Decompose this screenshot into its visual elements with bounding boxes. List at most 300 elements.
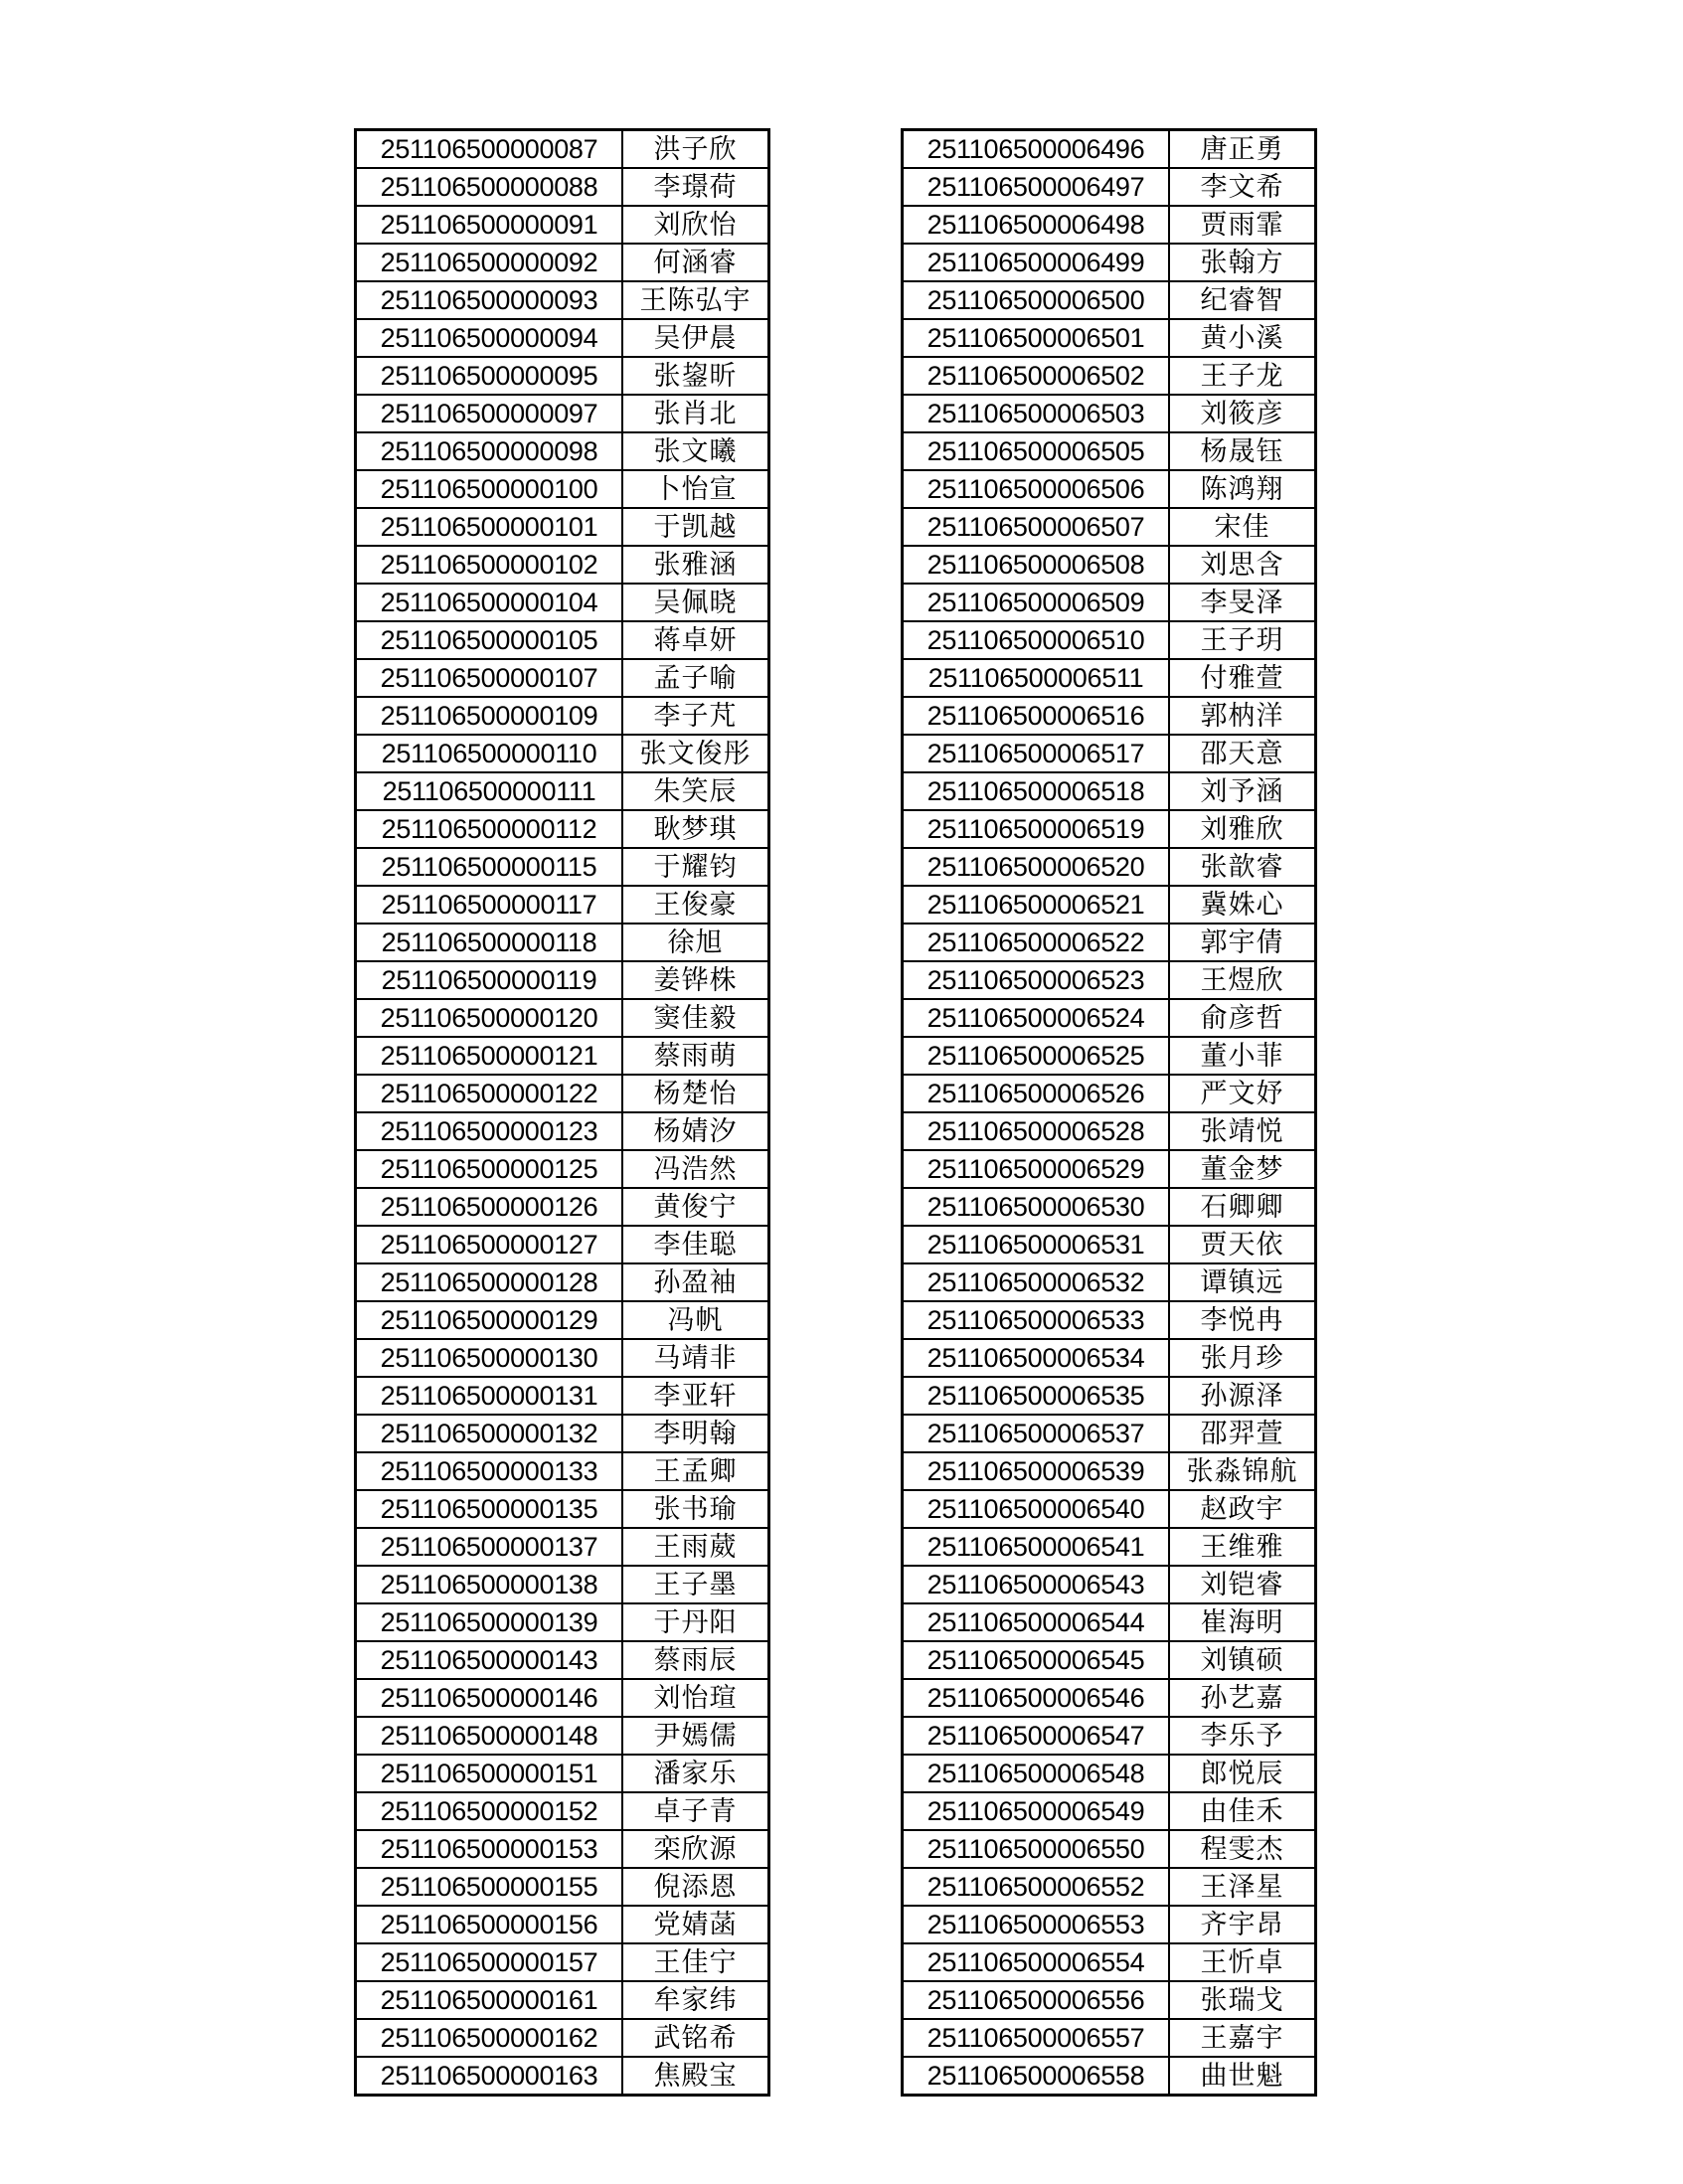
table-row (356, 1717, 769, 1755)
student-id-cell: 251106500006540 (903, 1490, 1170, 1528)
table-row (356, 546, 769, 584)
student-name-cell: 张鋆昕 (622, 357, 769, 395)
table-row (903, 772, 1316, 810)
student-name-cell: 杨楚怡 (622, 1075, 769, 1112)
student-id-cell: 251106500000098 (356, 432, 623, 470)
student-name-cell: 邵天意 (1169, 735, 1316, 772)
student-id-cell: 251106500006497 (903, 168, 1170, 206)
student-id-cell: 251106500006519 (903, 810, 1170, 848)
student-id-cell: 251106500000112 (356, 810, 623, 848)
table-row (356, 886, 769, 924)
table-row (356, 432, 769, 470)
table-row (903, 1981, 1316, 2019)
student-id-cell: 251106500000104 (356, 584, 623, 621)
student-name-cell: 付雅萱 (1169, 659, 1316, 697)
student-id-cell: 251106500000153 (356, 1830, 623, 1868)
student-name-cell: 张文俊彤 (622, 735, 769, 772)
table-row (903, 1452, 1316, 1490)
student-name-cell: 张淼锦航 (1169, 1452, 1316, 1490)
student-name-cell: 徐旭 (622, 924, 769, 961)
student-name-cell: 石卿卿 (1169, 1188, 1316, 1226)
student-name-cell: 由佳禾 (1169, 1792, 1316, 1830)
student-name-cell: 冀姝心 (1169, 886, 1316, 924)
table-row (903, 1906, 1316, 1943)
student-name-cell: 王孟卿 (622, 1452, 769, 1490)
table-row (903, 659, 1316, 697)
student-id-cell: 251106500006533 (903, 1301, 1170, 1339)
student-name-cell: 李明翰 (622, 1415, 769, 1452)
student-id-cell: 251106500000128 (356, 1263, 623, 1301)
student-id-cell: 251106500006506 (903, 470, 1170, 508)
student-name-cell: 刘思含 (1169, 546, 1316, 584)
table-row (356, 1755, 769, 1792)
student-id-cell: 251106500006518 (903, 772, 1170, 810)
student-name-cell: 孙盈袖 (622, 1263, 769, 1301)
table-row (356, 924, 769, 961)
student-name-cell: 刘欣怡 (622, 206, 769, 244)
student-id-cell: 251106500006554 (903, 1943, 1170, 1981)
table-row (356, 961, 769, 999)
student-id-cell: 251106500000161 (356, 1981, 623, 2019)
table-row (356, 1490, 769, 1528)
table-row (903, 1339, 1316, 1377)
student-name-cell: 王煜欣 (1169, 961, 1316, 999)
table-row (356, 2019, 769, 2057)
student-name-cell: 张书瑜 (622, 1490, 769, 1528)
student-id-cell: 251106500006509 (903, 584, 1170, 621)
student-name-cell: 蒋卓妍 (622, 621, 769, 659)
student-name-cell: 张翰方 (1169, 244, 1316, 281)
table-row (356, 1452, 769, 1490)
student-name-cell: 洪子欣 (622, 130, 769, 169)
table-row (903, 546, 1316, 584)
student-name-cell: 董金梦 (1169, 1150, 1316, 1188)
left-roster-body (356, 130, 769, 2096)
student-id-cell: 251106500000132 (356, 1415, 623, 1452)
student-name-cell: 张靖悦 (1169, 1112, 1316, 1150)
table-row (903, 130, 1316, 169)
student-id-cell: 251106500000151 (356, 1755, 623, 1792)
student-name-cell: 冯帆 (622, 1301, 769, 1339)
student-name-cell: 张肖北 (622, 395, 769, 432)
student-id-cell: 251106500006531 (903, 1226, 1170, 1263)
student-name-cell: 贾雨霏 (1169, 206, 1316, 244)
student-name-cell: 李悦冉 (1169, 1301, 1316, 1339)
student-name-cell: 宋佳 (1169, 508, 1316, 546)
table-row (356, 1603, 769, 1641)
student-id-cell: 251106500006524 (903, 999, 1170, 1037)
student-name-cell: 郎悦辰 (1169, 1755, 1316, 1792)
student-name-cell: 杨婧汐 (622, 1112, 769, 1150)
student-id-cell: 251106500006523 (903, 961, 1170, 999)
table-row (356, 584, 769, 621)
student-id-cell: 251106500000121 (356, 1037, 623, 1075)
student-name-cell: 潘家乐 (622, 1755, 769, 1792)
student-name-cell: 唐正勇 (1169, 130, 1316, 169)
table-row (356, 999, 769, 1037)
student-id-cell: 251106500006525 (903, 1037, 1170, 1075)
student-name-cell: 蔡雨萌 (622, 1037, 769, 1075)
student-name-cell: 黄小溪 (1169, 319, 1316, 357)
student-id-cell: 251106500000143 (356, 1641, 623, 1679)
student-name-cell: 谭镇远 (1169, 1263, 1316, 1301)
student-name-cell: 刘筱彦 (1169, 395, 1316, 432)
table-row (903, 2019, 1316, 2057)
student-id-cell: 251106500000131 (356, 1377, 623, 1415)
student-name-cell: 王嘉宇 (1169, 2019, 1316, 2057)
student-name-cell: 王子墨 (622, 1566, 769, 1603)
student-id-cell: 251106500000138 (356, 1566, 623, 1603)
student-id-cell: 251106500000115 (356, 848, 623, 886)
student-id-cell: 251106500000101 (356, 508, 623, 546)
table-row (903, 1755, 1316, 1792)
table-row (903, 621, 1316, 659)
student-name-cell: 刘怡瑄 (622, 1679, 769, 1717)
table-row (356, 206, 769, 244)
student-id-cell: 251106500000117 (356, 886, 623, 924)
student-name-cell: 蔡雨辰 (622, 1641, 769, 1679)
student-id-cell: 251106500000123 (356, 1112, 623, 1150)
student-name-cell: 姜铧株 (622, 961, 769, 999)
table-row (356, 1868, 769, 1906)
student-name-cell: 倪添恩 (622, 1868, 769, 1906)
student-id-cell: 251106500000092 (356, 244, 623, 281)
student-id-cell: 251106500006498 (903, 206, 1170, 244)
student-name-cell: 孟子喻 (622, 659, 769, 697)
student-id-cell: 251106500000129 (356, 1301, 623, 1339)
table-row (356, 1566, 769, 1603)
table-row (903, 961, 1316, 999)
table-row (356, 508, 769, 546)
student-id-cell: 251106500006517 (903, 735, 1170, 772)
table-row (903, 1830, 1316, 1868)
student-name-cell: 李文希 (1169, 168, 1316, 206)
student-id-cell: 251106500006537 (903, 1415, 1170, 1452)
table-row (356, 168, 769, 206)
student-id-cell: 251106500000119 (356, 961, 623, 999)
table-row (903, 244, 1316, 281)
student-id-cell: 251106500000125 (356, 1150, 623, 1188)
student-name-cell: 齐宇昂 (1169, 1906, 1316, 1943)
table-row (356, 1263, 769, 1301)
table-row (356, 281, 769, 319)
table-row (903, 584, 1316, 621)
student-id-cell: 251106500006541 (903, 1528, 1170, 1566)
table-row (356, 395, 769, 432)
table-row (356, 2057, 769, 2096)
student-id-cell: 251106500000118 (356, 924, 623, 961)
student-name-cell: 栾欣源 (622, 1830, 769, 1868)
table-row (903, 319, 1316, 357)
student-id-cell: 251106500006500 (903, 281, 1170, 319)
table-row (903, 2057, 1316, 2096)
student-id-cell: 251106500006522 (903, 924, 1170, 961)
student-id-cell: 251106500000100 (356, 470, 623, 508)
student-id-cell: 251106500006529 (903, 1150, 1170, 1188)
student-id-cell: 251106500000091 (356, 206, 623, 244)
student-name-cell: 于丹阳 (622, 1603, 769, 1641)
table-row (356, 735, 769, 772)
student-id-cell: 251106500006499 (903, 244, 1170, 281)
left-roster-table (354, 128, 770, 2097)
table-row (903, 1641, 1316, 1679)
table-row (356, 1226, 769, 1263)
table-row (903, 168, 1316, 206)
right-roster-table (901, 128, 1317, 2097)
student-id-cell: 251106500000137 (356, 1528, 623, 1566)
student-id-cell: 251106500000139 (356, 1603, 623, 1641)
student-id-cell: 251106500006553 (903, 1906, 1170, 1943)
student-name-cell: 张月珍 (1169, 1339, 1316, 1377)
student-name-cell: 王子龙 (1169, 357, 1316, 395)
student-id-cell: 251106500006502 (903, 357, 1170, 395)
table-row (903, 1301, 1316, 1339)
student-name-cell: 王俊豪 (622, 886, 769, 924)
student-id-cell: 251106500006520 (903, 848, 1170, 886)
table-row (356, 659, 769, 697)
table-row (356, 1906, 769, 1943)
student-name-cell: 董小菲 (1169, 1037, 1316, 1075)
student-name-cell: 李乐予 (1169, 1717, 1316, 1755)
table-row (356, 697, 769, 735)
student-name-cell: 焦殿宝 (622, 2057, 769, 2096)
student-name-cell: 王佳宁 (622, 1943, 769, 1981)
student-name-cell: 李旻泽 (1169, 584, 1316, 621)
student-id-cell: 251106500000157 (356, 1943, 623, 1981)
table-row (903, 735, 1316, 772)
table-row (903, 1603, 1316, 1641)
student-name-cell: 刘镇硕 (1169, 1641, 1316, 1679)
table-row (356, 244, 769, 281)
student-name-cell: 卜怡宣 (622, 470, 769, 508)
table-row (903, 508, 1316, 546)
student-name-cell: 李亚轩 (622, 1377, 769, 1415)
table-row (356, 1301, 769, 1339)
student-id-cell: 251106500000146 (356, 1679, 623, 1717)
student-name-cell: 赵政宇 (1169, 1490, 1316, 1528)
student-id-cell: 251106500000105 (356, 621, 623, 659)
table-row (356, 1075, 769, 1112)
student-id-cell: 251106500000087 (356, 130, 623, 169)
student-id-cell: 251106500000088 (356, 168, 623, 206)
student-name-cell: 郭枘洋 (1169, 697, 1316, 735)
student-name-cell: 耿梦琪 (622, 810, 769, 848)
student-id-cell: 251106500000126 (356, 1188, 623, 1226)
table-row (356, 810, 769, 848)
student-id-cell: 251106500006530 (903, 1188, 1170, 1226)
table-row (356, 1415, 769, 1452)
student-id-cell: 251106500000135 (356, 1490, 623, 1528)
table-row (356, 772, 769, 810)
student-id-cell: 251106500006546 (903, 1679, 1170, 1717)
student-id-cell: 251106500006528 (903, 1112, 1170, 1150)
student-id-cell: 251106500000155 (356, 1868, 623, 1906)
student-id-cell: 251106500000107 (356, 659, 623, 697)
student-id-cell: 251106500006549 (903, 1792, 1170, 1830)
table-row (356, 1150, 769, 1188)
student-name-cell: 王泽星 (1169, 1868, 1316, 1906)
student-name-cell: 刘铠睿 (1169, 1566, 1316, 1603)
right-roster-body (903, 130, 1316, 2096)
student-name-cell: 朱笑辰 (622, 772, 769, 810)
table-row (903, 1415, 1316, 1452)
student-id-cell: 251106500006534 (903, 1339, 1170, 1377)
student-id-cell: 251106500006496 (903, 130, 1170, 169)
student-name-cell: 武铭希 (622, 2019, 769, 2057)
student-id-cell: 251106500006552 (903, 1868, 1170, 1906)
student-name-cell: 尹嫣儒 (622, 1717, 769, 1755)
student-name-cell: 崔海明 (1169, 1603, 1316, 1641)
student-id-cell: 251106500000102 (356, 546, 623, 584)
student-id-cell: 251106500006507 (903, 508, 1170, 546)
table-row (356, 1377, 769, 1415)
student-id-cell: 251106500006501 (903, 319, 1170, 357)
student-name-cell: 李子芃 (622, 697, 769, 735)
student-name-cell: 贾天依 (1169, 1226, 1316, 1263)
table-row (903, 697, 1316, 735)
student-id-cell: 251106500000093 (356, 281, 623, 319)
student-id-cell: 251106500006532 (903, 1263, 1170, 1301)
student-name-cell: 王子玥 (1169, 621, 1316, 659)
table-row (356, 1792, 769, 1830)
student-id-cell: 251106500006510 (903, 621, 1170, 659)
student-id-cell: 251106500000111 (356, 772, 623, 810)
table-row (903, 1075, 1316, 1112)
student-id-cell: 251106500000152 (356, 1792, 623, 1830)
student-id-cell: 251106500006548 (903, 1755, 1170, 1792)
student-name-cell: 张歆睿 (1169, 848, 1316, 886)
student-id-cell: 251106500006558 (903, 2057, 1170, 2096)
student-name-cell: 张文曦 (622, 432, 769, 470)
student-name-cell: 于耀钧 (622, 848, 769, 886)
student-id-cell: 251106500006511 (903, 659, 1170, 697)
table-row (903, 1188, 1316, 1226)
student-id-cell: 251106500000110 (356, 735, 623, 772)
student-id-cell: 251106500006547 (903, 1717, 1170, 1755)
table-row (903, 810, 1316, 848)
table-row (903, 1528, 1316, 1566)
table-row (356, 357, 769, 395)
table-row (903, 1792, 1316, 1830)
student-id-cell: 251106500006544 (903, 1603, 1170, 1641)
table-row (903, 1263, 1316, 1301)
table-row (903, 1112, 1316, 1150)
student-id-cell: 251106500000162 (356, 2019, 623, 2057)
student-name-cell: 窦佳毅 (622, 999, 769, 1037)
table-row (903, 1717, 1316, 1755)
student-name-cell: 党婧菡 (622, 1906, 769, 1943)
student-id-cell: 251106500006550 (903, 1830, 1170, 1868)
student-name-cell: 刘雅欣 (1169, 810, 1316, 848)
student-id-cell: 251106500000156 (356, 1906, 623, 1943)
table-row (903, 1566, 1316, 1603)
student-id-cell: 251106500006505 (903, 432, 1170, 470)
student-name-cell: 曲世魁 (1169, 2057, 1316, 2096)
student-id-cell: 251106500006556 (903, 1981, 1170, 2019)
student-id-cell: 251106500000094 (356, 319, 623, 357)
table-row (903, 1377, 1316, 1415)
table-row (903, 1226, 1316, 1263)
student-name-cell: 郭宇倩 (1169, 924, 1316, 961)
student-id-cell: 251106500000095 (356, 357, 623, 395)
table-row (903, 281, 1316, 319)
student-name-cell: 刘予涵 (1169, 772, 1316, 810)
student-id-cell: 251106500006516 (903, 697, 1170, 735)
table-row (903, 395, 1316, 432)
table-row (356, 1830, 769, 1868)
student-id-cell: 251106500006543 (903, 1566, 1170, 1603)
table-row (903, 206, 1316, 244)
table-row (356, 1339, 769, 1377)
table-row (903, 848, 1316, 886)
table-row (356, 470, 769, 508)
student-id-cell: 251106500006526 (903, 1075, 1170, 1112)
table-row (903, 432, 1316, 470)
student-name-cell: 纪睿智 (1169, 281, 1316, 319)
table-row (356, 1943, 769, 1981)
table-row (356, 1188, 769, 1226)
student-id-cell: 251106500000127 (356, 1226, 623, 1263)
table-row (356, 1679, 769, 1717)
student-id-cell: 251106500006521 (903, 886, 1170, 924)
student-name-cell: 俞彦哲 (1169, 999, 1316, 1037)
student-name-cell: 张瑞戈 (1169, 1981, 1316, 2019)
table-row (356, 1112, 769, 1150)
student-name-cell: 杨晟钰 (1169, 432, 1316, 470)
table-row (903, 924, 1316, 961)
table-row (356, 130, 769, 169)
student-id-cell: 251106500000120 (356, 999, 623, 1037)
student-id-cell: 251106500000097 (356, 395, 623, 432)
student-name-cell: 冯浩然 (622, 1150, 769, 1188)
student-name-cell: 邵羿萱 (1169, 1415, 1316, 1452)
student-name-cell: 何涵睿 (622, 244, 769, 281)
student-name-cell: 张雅涵 (622, 546, 769, 584)
student-name-cell: 李佳聪 (622, 1226, 769, 1263)
table-row (356, 1528, 769, 1566)
student-name-cell: 王维雅 (1169, 1528, 1316, 1566)
student-name-cell: 卓子青 (622, 1792, 769, 1830)
table-row (903, 1943, 1316, 1981)
table-row (903, 1490, 1316, 1528)
table-row (903, 470, 1316, 508)
table-row (356, 1037, 769, 1075)
table-row (356, 319, 769, 357)
table-row (356, 848, 769, 886)
table-row (903, 886, 1316, 924)
student-id-cell: 251106500006545 (903, 1641, 1170, 1679)
student-id-cell: 251106500006535 (903, 1377, 1170, 1415)
table-row (903, 1868, 1316, 1906)
student-id-cell: 251106500000163 (356, 2057, 623, 2096)
student-id-cell: 251106500000130 (356, 1339, 623, 1377)
student-name-cell: 吴佩晓 (622, 584, 769, 621)
student-name-cell: 李璟荷 (622, 168, 769, 206)
student-name-cell: 王忻卓 (1169, 1943, 1316, 1981)
student-name-cell: 陈鸿翔 (1169, 470, 1316, 508)
student-name-cell: 吴伊晨 (622, 319, 769, 357)
student-name-cell: 孙艺嘉 (1169, 1679, 1316, 1717)
student-id-cell: 251106500006557 (903, 2019, 1170, 2057)
student-name-cell: 牟家纬 (622, 1981, 769, 2019)
student-name-cell: 王雨葳 (622, 1528, 769, 1566)
student-id-cell: 251106500000109 (356, 697, 623, 735)
student-name-cell: 黄俊宁 (622, 1188, 769, 1226)
student-id-cell: 251106500000133 (356, 1452, 623, 1490)
student-name-cell: 王陈弘宇 (622, 281, 769, 319)
table-row (903, 1150, 1316, 1188)
table-row (903, 357, 1316, 395)
